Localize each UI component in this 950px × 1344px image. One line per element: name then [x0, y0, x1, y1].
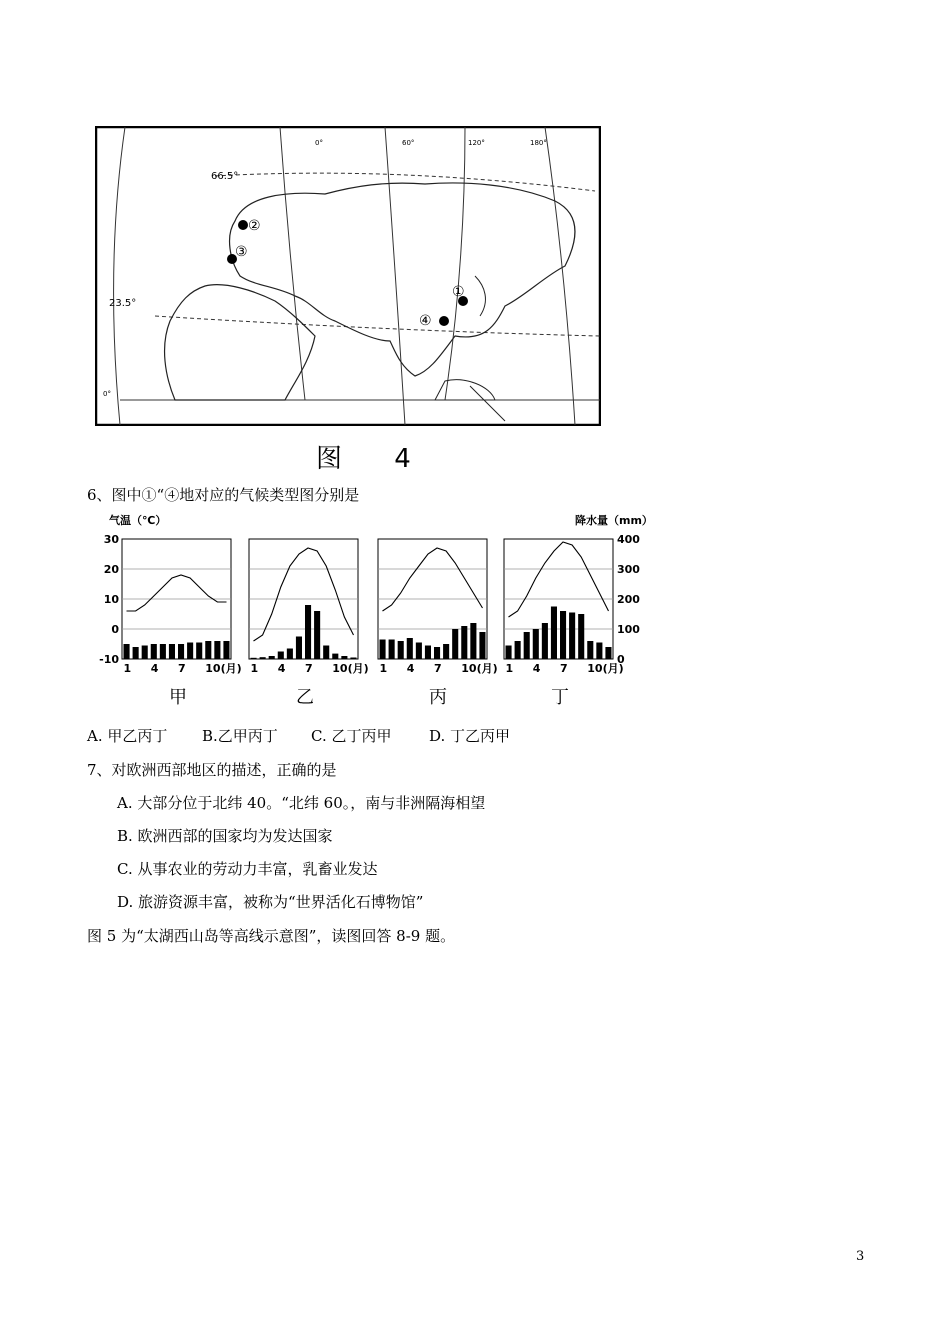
q7-option-a[interactable]: A. 大部分位于北纬 40。“北纬 60。，南与非洲隔海相望: [117, 794, 486, 812]
precip-bar: [205, 641, 211, 659]
precip-bar: [341, 656, 347, 659]
precip-bar: [133, 647, 139, 659]
precip-bar: [515, 641, 521, 659]
precip-bar: [332, 654, 338, 659]
precip-bar: [178, 644, 184, 659]
temperature-line: [254, 548, 354, 641]
marker-2: ②: [248, 218, 261, 234]
precip-bar: [196, 643, 202, 660]
precip-bar: [314, 611, 320, 659]
climate-charts-svg: [95, 512, 660, 687]
precip-bar: [605, 647, 611, 659]
x-tick-label: 10(月): [587, 662, 624, 675]
precip-bar: [524, 632, 530, 659]
x-tick-label: 7: [434, 662, 442, 675]
x-tick-label: 4: [406, 662, 415, 675]
precip-bar: [461, 626, 467, 659]
temp-tick-label: 0: [111, 623, 119, 636]
precip-bar: [551, 607, 557, 660]
x-tick-label: 7: [178, 662, 186, 675]
q6-option-b[interactable]: B.乙甲丙丁: [202, 727, 278, 745]
precip-bar: [542, 623, 548, 659]
x-tick-label: 4: [277, 662, 286, 675]
x-tick-label: 10(月): [205, 662, 242, 675]
precip-bar: [425, 646, 431, 660]
lon-label-60: 60°: [402, 139, 415, 147]
x-tick-label: 1: [505, 662, 514, 675]
marker-1: ①: [452, 284, 465, 300]
precip-bar: [380, 640, 386, 660]
precip-bar: [416, 643, 422, 660]
x-tick-label: 4: [150, 662, 159, 675]
lon-label-120: 120°: [468, 139, 485, 147]
precip-bar: [124, 644, 130, 659]
precip-bar: [251, 658, 257, 659]
q6-option-d[interactable]: D. 丁乙丙甲: [429, 727, 511, 745]
precip-tick-label: 300: [617, 563, 640, 576]
precip-bar: [350, 658, 356, 660]
precip-bar: [269, 656, 275, 659]
question-8-intro: 图 5 为“太湖西山岛等高线示意图”，读图回答 8-9 题。: [87, 927, 456, 945]
precip-bar: [287, 649, 293, 660]
precip-bar: [443, 644, 449, 659]
x-tick-label: 1: [379, 662, 388, 675]
precip-bar: [223, 641, 229, 659]
lon-label-0: 0°: [315, 139, 323, 147]
temp-tick-label: 10: [103, 593, 119, 606]
precip-bar: [151, 644, 157, 659]
world-map: [95, 126, 601, 426]
precip-bar: [160, 644, 166, 659]
lat-label-66: 66.5°: [211, 171, 239, 182]
precip-bar: [479, 632, 485, 659]
chart-label-bing: 丙: [429, 687, 447, 708]
marker-3: ③: [235, 244, 248, 260]
precip-bar: [187, 643, 193, 660]
marker-4: ④: [419, 313, 432, 329]
question-6-text: 6、图中①“④地对应的气候类型图分别是: [87, 486, 360, 504]
map-caption: 图 4: [316, 444, 433, 474]
precip-tick-label: 400: [617, 533, 640, 546]
precip-bar: [260, 657, 266, 659]
precip-bar: [569, 613, 575, 660]
x-tick-label: 4: [532, 662, 541, 675]
precip-bar: [305, 605, 311, 659]
precip-bar: [587, 641, 593, 659]
x-tick-label: 7: [305, 662, 313, 675]
precip-bar: [389, 640, 395, 660]
q6-option-a[interactable]: A. 甲乙丙丁: [87, 727, 168, 745]
precip-bar: [452, 629, 458, 659]
climate-charts: [95, 512, 660, 687]
temperature-line: [509, 542, 609, 617]
q6-option-c[interactable]: C. 乙丁丙甲: [311, 727, 392, 745]
x-tick-label: 10(月): [461, 662, 498, 675]
lat-label-23: 23.5°: [109, 298, 137, 309]
chart-label-jia: 甲: [169, 687, 187, 708]
precip-bar: [506, 646, 512, 660]
x-tick-label: 1: [123, 662, 132, 675]
q7-option-d[interactable]: D. 旅游资源丰富，被称为“世界活化石博物馆”: [117, 893, 424, 911]
chart-label-yi: 乙: [296, 687, 314, 708]
temp-tick-label: -10: [99, 653, 119, 666]
x-tick-label: 10(月): [332, 662, 369, 675]
temperature-line: [127, 575, 227, 611]
precip-bar: [407, 638, 413, 659]
precip-tick-label: 100: [617, 623, 640, 636]
x-tick-label: 1: [250, 662, 259, 675]
q7-option-b[interactable]: B. 欧洲西部的国家均为发达国家: [117, 827, 333, 845]
precip-bar: [278, 652, 284, 660]
temp-axis-title: 气温（℃）: [109, 514, 167, 527]
precip-bar: [578, 614, 584, 659]
precip-bar: [533, 629, 539, 659]
question-7-text: 7、对欧洲西部地区的描述，正确的是: [87, 761, 337, 779]
precip-tick-label: 0: [617, 653, 625, 666]
precip-tick-label: 200: [617, 593, 640, 606]
precip-axis-title: 降水量（mm）: [575, 514, 653, 527]
q7-option-c[interactable]: C. 从事农业的劳动力丰富，乳畜业发达: [117, 860, 378, 878]
precip-bar: [398, 641, 404, 659]
temp-tick-label: 30: [103, 533, 119, 546]
precip-bar: [596, 643, 602, 660]
precip-bar: [169, 644, 175, 659]
precip-bar: [560, 611, 566, 659]
map-figure: [95, 126, 601, 426]
precip-bar: [470, 623, 476, 659]
precip-bar: [142, 646, 148, 660]
precip-bar: [323, 646, 329, 660]
precip-bar: [214, 641, 220, 659]
temperature-line: [383, 548, 483, 611]
temp-tick-label: 20: [103, 563, 119, 576]
lat-label-0: 0°: [103, 390, 111, 398]
precip-bar: [296, 637, 302, 660]
x-tick-label: 7: [560, 662, 568, 675]
page-number: 3: [856, 1249, 865, 1264]
lon-label-180: 180°: [530, 139, 547, 147]
precip-bar: [434, 647, 440, 659]
chart-label-ding: 丁: [551, 687, 569, 708]
